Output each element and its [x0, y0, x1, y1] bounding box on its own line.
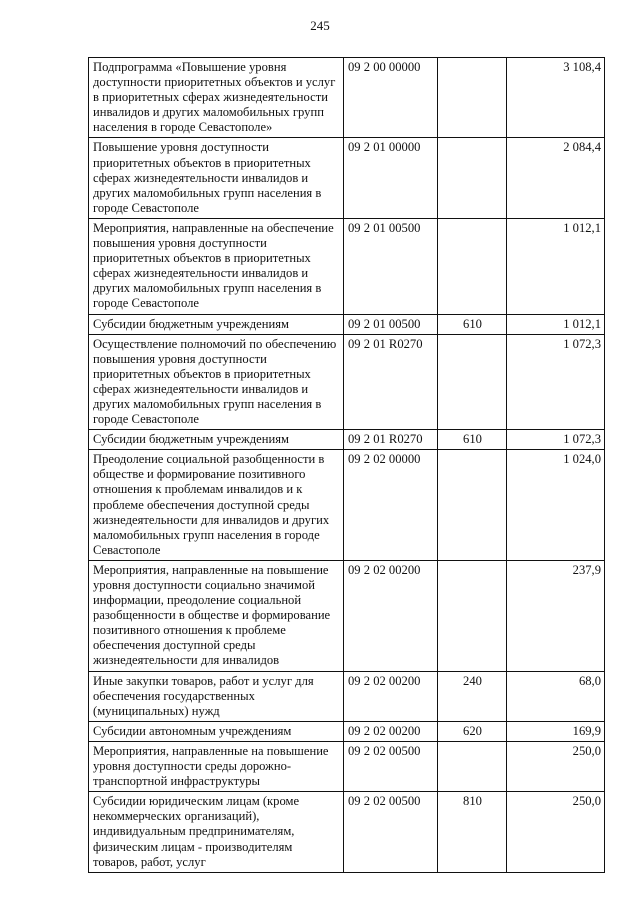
row-code: 09 2 01 R0270 [344, 334, 438, 430]
row-sum: 2 084,4 [507, 138, 605, 218]
table-row [89, 560, 605, 671]
row-name: Субсидии бюджетным учреждениям [89, 314, 344, 334]
row-name: Мероприятия, направленные на повышение уровня доступности среды дорожно-транспортной инфраструктуры [89, 741, 344, 791]
table-row [89, 671, 605, 721]
table-row [89, 741, 605, 791]
row-code: 09 2 00 00000 [344, 58, 438, 138]
row-type: 810 [438, 792, 507, 872]
table-row [89, 430, 605, 450]
row-sum: 68,0 [507, 671, 605, 721]
row-code: 09 2 01 00500 [344, 314, 438, 334]
row-type: 240 [438, 671, 507, 721]
row-sum: 1 072,3 [507, 430, 605, 450]
row-name: Субсидии юридическим лицам (кроме некоммерческих организаций), индивидуальным предпринимателям, физическим лицам - производителям товаров, работ, услуг [89, 792, 344, 872]
table-row [89, 450, 605, 561]
row-code: 09 2 01 00500 [344, 218, 438, 314]
row-type [438, 218, 507, 314]
row-name: Субсидии автономным учреждениям [89, 721, 344, 741]
row-type [438, 560, 507, 671]
row-type: 610 [438, 314, 507, 334]
row-sum: 1 024,0 [507, 450, 605, 561]
row-sum: 169,9 [507, 721, 605, 741]
row-name: Подпрограмма «Повышение уровня доступности приоритетных объектов и услуг в приоритетных сферах жизнедеятельности инвалидов и других маломобильных групп населения в городе Севастополе» [89, 58, 344, 138]
row-name: Преодоление социальной разобщенности в обществе и формирование позитивного отношения к проблемам инвалидов и к проблеме обеспечения доступной среды жизнедеятельности для инвалидов и других маломобильных групп населения в городе Севастополе [89, 450, 344, 561]
row-code: 09 2 02 00500 [344, 792, 438, 872]
row-type: 610 [438, 430, 507, 450]
row-type [438, 450, 507, 561]
table-row [89, 218, 605, 314]
table-row [89, 334, 605, 430]
row-name: Субсидии бюджетным учреждениям [89, 430, 344, 450]
row-type: 620 [438, 721, 507, 741]
budget-table-body [89, 58, 605, 873]
row-type [438, 58, 507, 138]
row-sum: 237,9 [507, 560, 605, 671]
row-type [438, 741, 507, 791]
table-row [89, 58, 605, 138]
row-sum: 1 072,3 [507, 334, 605, 430]
row-name: Мероприятия, направленные на обеспечение повышения уровня доступности приоритетных объектов в приоритетных сферах жизнедеятельности инвалидов и других маломобильных групп населения в городе Севастополе [89, 218, 344, 314]
table-row [89, 721, 605, 741]
page-number: 245 [310, 18, 330, 33]
row-name: Повышение уровня доступности приоритетных объектов в приоритетных сферах жизнедеятельности инвалидов и других маломобильных групп населения в городе Севастополе [89, 138, 344, 218]
row-sum: 1 012,1 [507, 314, 605, 334]
row-code: 09 2 01 00000 [344, 138, 438, 218]
row-code: 09 2 02 00500 [344, 741, 438, 791]
row-code: 09 2 01 R0270 [344, 430, 438, 450]
row-name: Мероприятия, направленные на повышение уровня доступности социально значимой информации, преодоление социальной разобщенности в обществе и формирование позитивного отношения к проблеме обеспечения доступной среды жизнедеятельности для инвалидов [89, 560, 344, 671]
table-row [89, 138, 605, 218]
row-type [438, 334, 507, 430]
row-code: 09 2 02 00200 [344, 671, 438, 721]
row-sum: 3 108,4 [507, 58, 605, 138]
row-code: 09 2 02 00200 [344, 721, 438, 741]
table-row [89, 792, 605, 872]
row-name: Осуществление полномочий по обеспечению повышения уровня доступности приоритетных объектов в приоритетных сферах жизнедеятельности инвалидов и других маломобильных групп населения в городе Севастополе [89, 334, 344, 430]
budget-table [88, 57, 605, 873]
row-sum: 1 012,1 [507, 218, 605, 314]
row-code: 09 2 02 00000 [344, 450, 438, 561]
row-type [438, 138, 507, 218]
row-name: Иные закупки товаров, работ и услуг для обеспечения государственных (муниципальных) нужд [89, 671, 344, 721]
table-row [89, 314, 605, 334]
row-sum: 250,0 [507, 792, 605, 872]
row-code: 09 2 02 00200 [344, 560, 438, 671]
row-sum: 250,0 [507, 741, 605, 791]
